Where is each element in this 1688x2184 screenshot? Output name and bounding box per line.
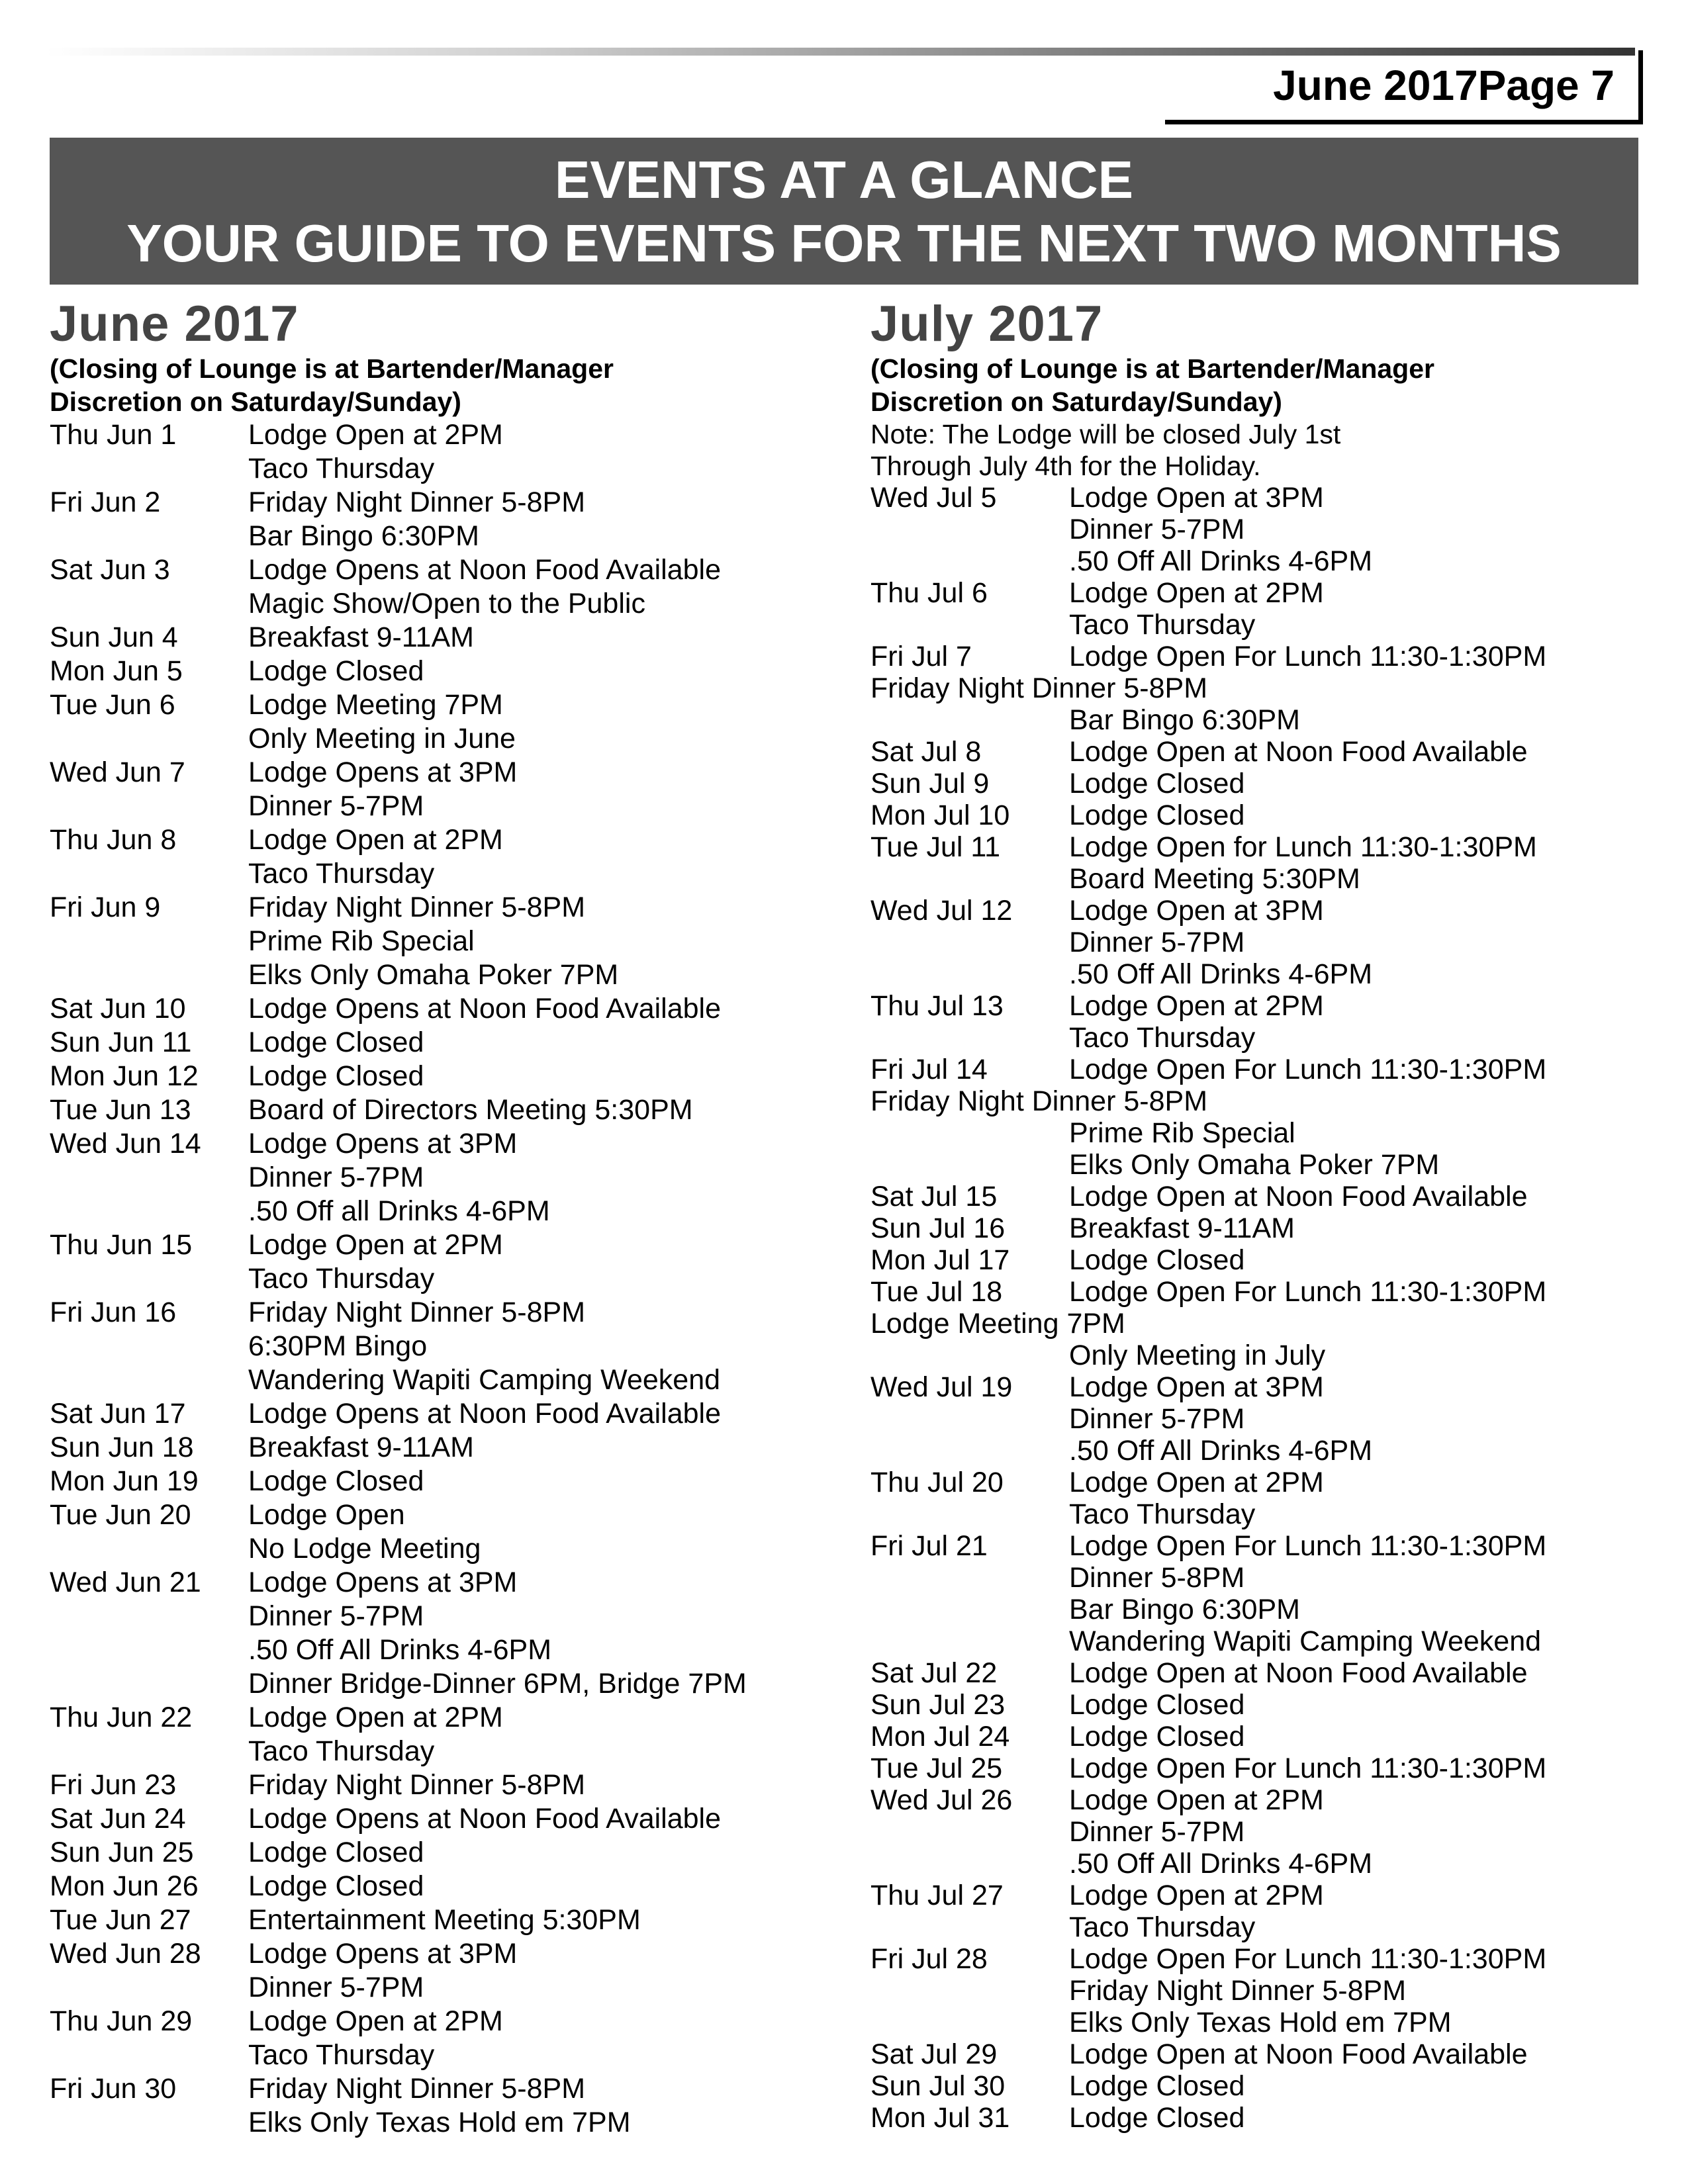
entry-date: Mon Jun 26 [50,1870,199,1902]
entry-date: Thu Jun 1 [50,419,177,451]
entry-date: Wed Jun 21 [50,1567,201,1598]
entry-date: Sun Jul 16 [870,1212,1006,1244]
entry-event: Friday Night Dinner 5-8PM [248,1769,586,1801]
entry-event: Lodge Opens at Noon Food Available [248,1398,722,1430]
entry-date: Sun Jul 30 [870,2070,1006,2102]
entry-event: Elks Only Omaha Poker 7PM [1069,1149,1440,1181]
entry-event: Elks Only Omaha Poker 7PM [248,959,619,991]
entry-date: Fri Jul 28 [870,1943,988,1975]
june-entry [50,1296,844,1397]
entry-event: Breakfast 9-11AM [248,621,474,653]
june-entry [50,992,844,1026]
entry-date: Mon Jul 31 [870,2102,1010,2134]
entry-date: Fri Jul 14 [870,1054,988,1085]
july-event-list [870,482,1665,2134]
entry-event: .50 Off All Drinks 4-6PM [1069,958,1373,990]
entry-event: Taco Thursday [248,1263,435,1295]
entry-event: Lodge Open for Lunch 11:30-1:30PM [1069,831,1537,863]
entry-event: Lodge Open at 2PM [248,1229,503,1261]
entry-event: Lodge Open at Noon Food Available [1069,2038,1528,2070]
entry-event: Lodge Closed [1069,799,1245,831]
entry-date: Fri Jun 30 [50,2073,177,2105]
entry-event: Elks Only Texas Hold em 7PM [248,2107,631,2138]
entry-date: Thu Jul 13 [870,990,1004,1022]
entry-event: Taco Thursday [248,858,435,889]
entry-event: Board of Directors Meeting 5:30PM [248,1094,693,1126]
entry-event: Lodge Closed [248,1060,424,1092]
june-event-list [50,418,844,2140]
entry-event: Lodge Opens at 3PM [248,1938,518,1970]
july-note-line-1: (Closing of Lounge is at Bartender/Manager [870,353,1434,384]
july-entry [870,577,1665,641]
entry-event: Elks Only Texas Hold em 7PM [1069,2007,1452,2038]
entry-event: Breakfast 9-11AM [248,1432,474,1463]
entry-event: Lodge Opens at 3PM [248,756,518,788]
entry-event: Lodge Closed [248,655,424,687]
entry-date: Tue Jun 13 [50,1094,191,1126]
entry-event: Wandering Wapiti Camping Weekend [1069,1625,1542,1657]
entry-date: Wed Jul 5 [870,482,997,514]
june-entry [50,1937,844,2005]
entry-event: Lodge Opens at 3PM [248,1567,518,1598]
july-entry [870,1212,1665,1244]
entry-date: Sat Jun 17 [50,1398,186,1430]
banner-title: EVENTS AT A GLANCE [554,150,1134,209]
july-column [870,296,1665,2134]
june-entry [50,1026,844,1060]
june-entry [50,1465,844,1498]
entry-date: Sun Jun 11 [50,1026,192,1058]
entry-event: .50 Off All Drinks 4-6PM [1069,1435,1373,1467]
july-entry [870,1752,1665,1784]
entry-event: Lodge Open at 2PM [1069,1467,1324,1498]
entry-date: Thu Jun 8 [50,824,177,856]
entry-event: Friday Night Dinner 5-8PM [870,1085,1208,1117]
banner-subtitle: YOUR GUIDE TO EVENTS FOR THE NEXT TWO MONTHS [126,214,1562,273]
entry-event: Lodge Open at 2PM [248,2005,503,2037]
july-entry [870,1054,1665,1181]
entry-date: Thu Jun 29 [50,2005,193,2037]
entry-event: Only Meeting in July [1069,1340,1326,1371]
entry-event: Lodge Open at 2PM [1069,990,1324,1022]
july-entry [870,799,1665,831]
entry-date: Wed Jul 12 [870,895,1013,927]
entry-event: Lodge Open For Lunch 11:30-1:30PM [1069,1054,1547,1085]
july-entry [870,895,1665,990]
july-entry [870,1371,1665,1467]
july-entry [870,768,1665,799]
entry-event: Lodge Meeting 7PM [870,1308,1125,1340]
june-entry [50,1870,844,1903]
entry-date: Thu Jul 27 [870,1880,1004,1911]
june-note-line-1: (Closing of Lounge is at Bartender/Manager [50,353,614,384]
entry-event: Dinner 5-7PM [1069,1403,1245,1435]
entry-event: Lodge Open For Lunch 11:30-1:30PM [1069,1276,1547,1308]
entry-event: Lodge Open at Noon Food Available [1069,1181,1528,1212]
july-entry [870,1530,1665,1657]
entry-date: Wed Jul 19 [870,1371,1013,1403]
entry-event: Lodge Open For Lunch 11:30-1:30PM [1069,1943,1547,1975]
entry-date: Sun Jul 9 [870,768,990,799]
entry-event: 6:30PM Bingo [248,1330,428,1362]
entry-event: Bar Bingo 6:30PM [1069,704,1300,736]
entry-event: Lodge Open at 2PM [248,1702,503,1733]
entry-date: Mon Jun 12 [50,1060,199,1092]
entry-event: Dinner 5-7PM [1069,1816,1245,1848]
entry-date: Sat Jul 8 [870,736,982,768]
entry-event: Lodge Open at 3PM [1069,1371,1324,1403]
entry-event: Lodge Closed [1069,1244,1245,1276]
page-header [1165,50,1643,124]
entry-event: Lodge Meeting 7PM [248,689,503,721]
july-closure-note-line-1: Note: The Lodge will be closed July 1st [870,419,1341,449]
entry-event: Taco Thursday [1069,1911,1256,1943]
july-entry [870,831,1665,895]
entry-event: Lodge Closed [248,1870,424,1902]
entry-event: Breakfast 9-11AM [1069,1212,1295,1244]
july-entry [870,1467,1665,1530]
june-entry [50,655,844,688]
july-entry [870,641,1665,736]
july-entry [870,2070,1665,2102]
entry-date: Thu Jun 22 [50,1702,193,1733]
june-entry [50,2072,844,2140]
june-entry [50,2005,844,2072]
entry-event: Prime Rib Special [1069,1117,1295,1149]
entry-date: Sat Jul 22 [870,1657,998,1689]
entry-date: Thu Jul 20 [870,1467,1004,1498]
entry-event: Dinner Bridge-Dinner 6PM, Bridge 7PM [248,1668,747,1700]
entry-event: Taco Thursday [248,453,435,484]
july-note-line-2: Discretion on Saturday/Sunday) [870,387,1282,417]
june-entry [50,553,844,621]
entry-event: Only Meeting in June [248,723,516,754]
entry-event: .50 Off all Drinks 4-6PM [248,1195,550,1227]
july-entry [870,1943,1665,2038]
entry-event: Lodge Open at 3PM [1069,482,1324,514]
july-entry [870,1880,1665,1943]
june-entry [50,1903,844,1937]
entry-date: Tue Jun 6 [50,689,175,721]
entry-event: .50 Off All Drinks 4-6PM [1069,1848,1373,1880]
entry-date: Sun Jun 4 [50,621,178,653]
header-month: June 2017 [1273,61,1478,109]
entry-event: Lodge Open at 2PM [1069,577,1324,609]
entry-event: Friday Night Dinner 5-8PM [248,891,586,923]
entry-event: Lodge Opens at Noon Food Available [248,1803,722,1835]
july-entry [870,1657,1665,1689]
entry-date: Mon Jun 19 [50,1465,199,1497]
june-entry [50,688,844,756]
entry-event: Lodge Closed [1069,2102,1245,2134]
entry-date: Tue Jun 27 [50,1904,191,1936]
entry-event: Lodge Opens at Noon Food Available [248,554,722,586]
july-entry [870,1689,1665,1721]
entry-event: Lodge Opens at 3PM [248,1128,518,1160]
entry-event: Lodge Open at 2PM [1069,1880,1324,1911]
entry-date: Mon Jul 17 [870,1244,1010,1276]
june-entry [50,1566,844,1701]
entry-event: Lodge Open at 2PM [248,419,503,451]
june-entry [50,1060,844,1093]
entry-date: Sun Jun 25 [50,1837,194,1868]
june-entry [50,621,844,655]
entry-event: Lodge Closed [248,1837,424,1868]
entry-event: No Lodge Meeting [248,1533,481,1565]
entry-date: Wed Jun 7 [50,756,185,788]
june-note-line-2: Discretion on Saturday/Sunday) [50,387,461,417]
entry-event: Friday Night Dinner 5-8PM [1069,1975,1407,2007]
entry-event: Lodge Closed [1069,1689,1245,1721]
entry-event: Friday Night Dinner 5-8PM [248,1297,586,1328]
entry-event: Taco Thursday [248,2039,435,2071]
entry-event: Taco Thursday [1069,1022,1256,1054]
entry-event: Taco Thursday [1069,609,1256,641]
entry-date: Tue Jul 11 [870,831,1000,863]
entry-event: Dinner 5-7PM [1069,927,1245,958]
entry-event: Prime Rib Special [248,925,475,957]
entry-event: Lodge Opens at Noon Food Available [248,993,722,1024]
july-entry [870,1721,1665,1752]
entry-date: Fri Jul 21 [870,1530,988,1562]
entry-event: Entertainment Meeting 5:30PM [248,1904,641,1936]
june-entry [50,1701,844,1768]
june-entry [50,1093,844,1127]
entry-date: Sat Jun 24 [50,1803,186,1835]
entry-date: Fri Jun 23 [50,1769,177,1801]
entry-event: Lodge Open For Lunch 11:30-1:30PM [1069,641,1547,672]
june-entry [50,1127,844,1228]
entry-date: Sun Jul 23 [870,1689,1006,1721]
entry-event: Friday Night Dinner 5-8PM [248,2073,586,2105]
june-title: June 2017 [50,296,299,352]
entry-event: Taco Thursday [1069,1498,1256,1530]
entry-date: Thu Jun 15 [50,1229,193,1261]
entry-date: Sat Jul 29 [870,2038,998,2070]
july-entry [870,1244,1665,1276]
entry-event: Friday Night Dinner 5-8PM [248,486,586,518]
entry-event: Dinner 5-7PM [1069,514,1245,545]
entry-date: Sun Jun 18 [50,1432,194,1463]
june-entry [50,823,844,891]
entry-date: Wed Jun 28 [50,1938,201,1970]
entry-event: Friday Night Dinner 5-8PM [870,672,1208,704]
entry-event: Board Meeting 5:30PM [1069,863,1360,895]
entry-event: Bar Bingo 6:30PM [1069,1594,1300,1625]
entry-event: .50 Off All Drinks 4-6PM [1069,545,1373,577]
june-entry [50,1836,844,1870]
entry-event: Magic Show/Open to the Public [248,588,645,619]
entry-date: Tue Jun 20 [50,1499,191,1531]
entry-date: Mon Jul 24 [870,1721,1010,1752]
entry-event: Dinner 5-7PM [248,1161,424,1193]
entry-date: Fri Jul 7 [870,641,972,672]
entry-event: Lodge Closed [248,1465,424,1497]
entry-event: Lodge Open at 3PM [1069,895,1324,927]
july-entry [870,736,1665,768]
entry-event: Bar Bingo 6:30PM [248,520,479,552]
june-entry [50,756,844,823]
july-entry [870,1276,1665,1371]
entry-date: Sat Jul 15 [870,1181,998,1212]
entry-event: Lodge Open [248,1499,405,1531]
entry-event: Taco Thursday [248,1735,435,1767]
june-entry [50,891,844,992]
entry-event: Wandering Wapiti Camping Weekend [248,1364,721,1396]
june-entry [50,1397,844,1431]
entry-event: Lodge Closed [248,1026,424,1058]
july-entry [870,482,1665,577]
entry-date: Mon Jun 5 [50,655,183,687]
june-entry [50,1431,844,1465]
june-entry [50,486,844,553]
entry-event: Lodge Open at Noon Food Available [1069,736,1528,768]
july-closure-note-line-2: Through July 4th for the Holiday. [870,451,1261,481]
entry-event: Lodge Closed [1069,2070,1245,2102]
entry-event: Dinner 5-7PM [248,1600,424,1632]
entry-date: Tue Jul 18 [870,1276,1003,1308]
july-entry [870,1181,1665,1212]
entry-event: .50 Off All Drinks 4-6PM [248,1634,552,1666]
june-entry [50,1228,844,1296]
header-page-number: Page 7 [1477,61,1615,109]
june-entry [50,1498,844,1566]
entry-event: Dinner 5-7PM [248,1972,424,2003]
entry-date: Wed Jul 26 [870,1784,1013,1816]
june-column [50,296,844,2140]
entry-event: Lodge Open For Lunch 11:30-1:30PM [1069,1530,1547,1562]
entry-event: Dinner 5-8PM [1069,1562,1245,1594]
events-banner [50,138,1638,285]
entry-event: Lodge Closed [1069,768,1245,799]
entry-date: Wed Jun 14 [50,1128,201,1160]
july-title: July 2017 [870,296,1103,352]
entry-event: Lodge Open For Lunch 11:30-1:30PM [1069,1752,1547,1784]
entry-date: Fri Jun 9 [50,891,161,923]
july-entry [870,1784,1665,1880]
entry-event: Dinner 5-7PM [248,790,424,822]
entry-event: Lodge Open at 2PM [248,824,503,856]
entry-event: Lodge Open at Noon Food Available [1069,1657,1528,1689]
entry-event: Lodge Closed [1069,1721,1245,1752]
june-entry [50,1802,844,1836]
entry-date: Fri Jun 2 [50,486,161,518]
june-entry [50,1768,844,1802]
entry-event: Lodge Open at 2PM [1069,1784,1324,1816]
entry-date: Tue Jul 25 [870,1752,1003,1784]
entry-date: Mon Jul 10 [870,799,1010,831]
june-entry [50,418,844,486]
july-entry [870,990,1665,1054]
entry-date: Thu Jul 6 [870,577,988,609]
entry-date: Sat Jun 10 [50,993,186,1024]
entry-date: Fri Jun 16 [50,1297,177,1328]
july-entry [870,2038,1665,2070]
entry-date: Sat Jun 3 [50,554,170,586]
july-entry [870,2102,1665,2134]
